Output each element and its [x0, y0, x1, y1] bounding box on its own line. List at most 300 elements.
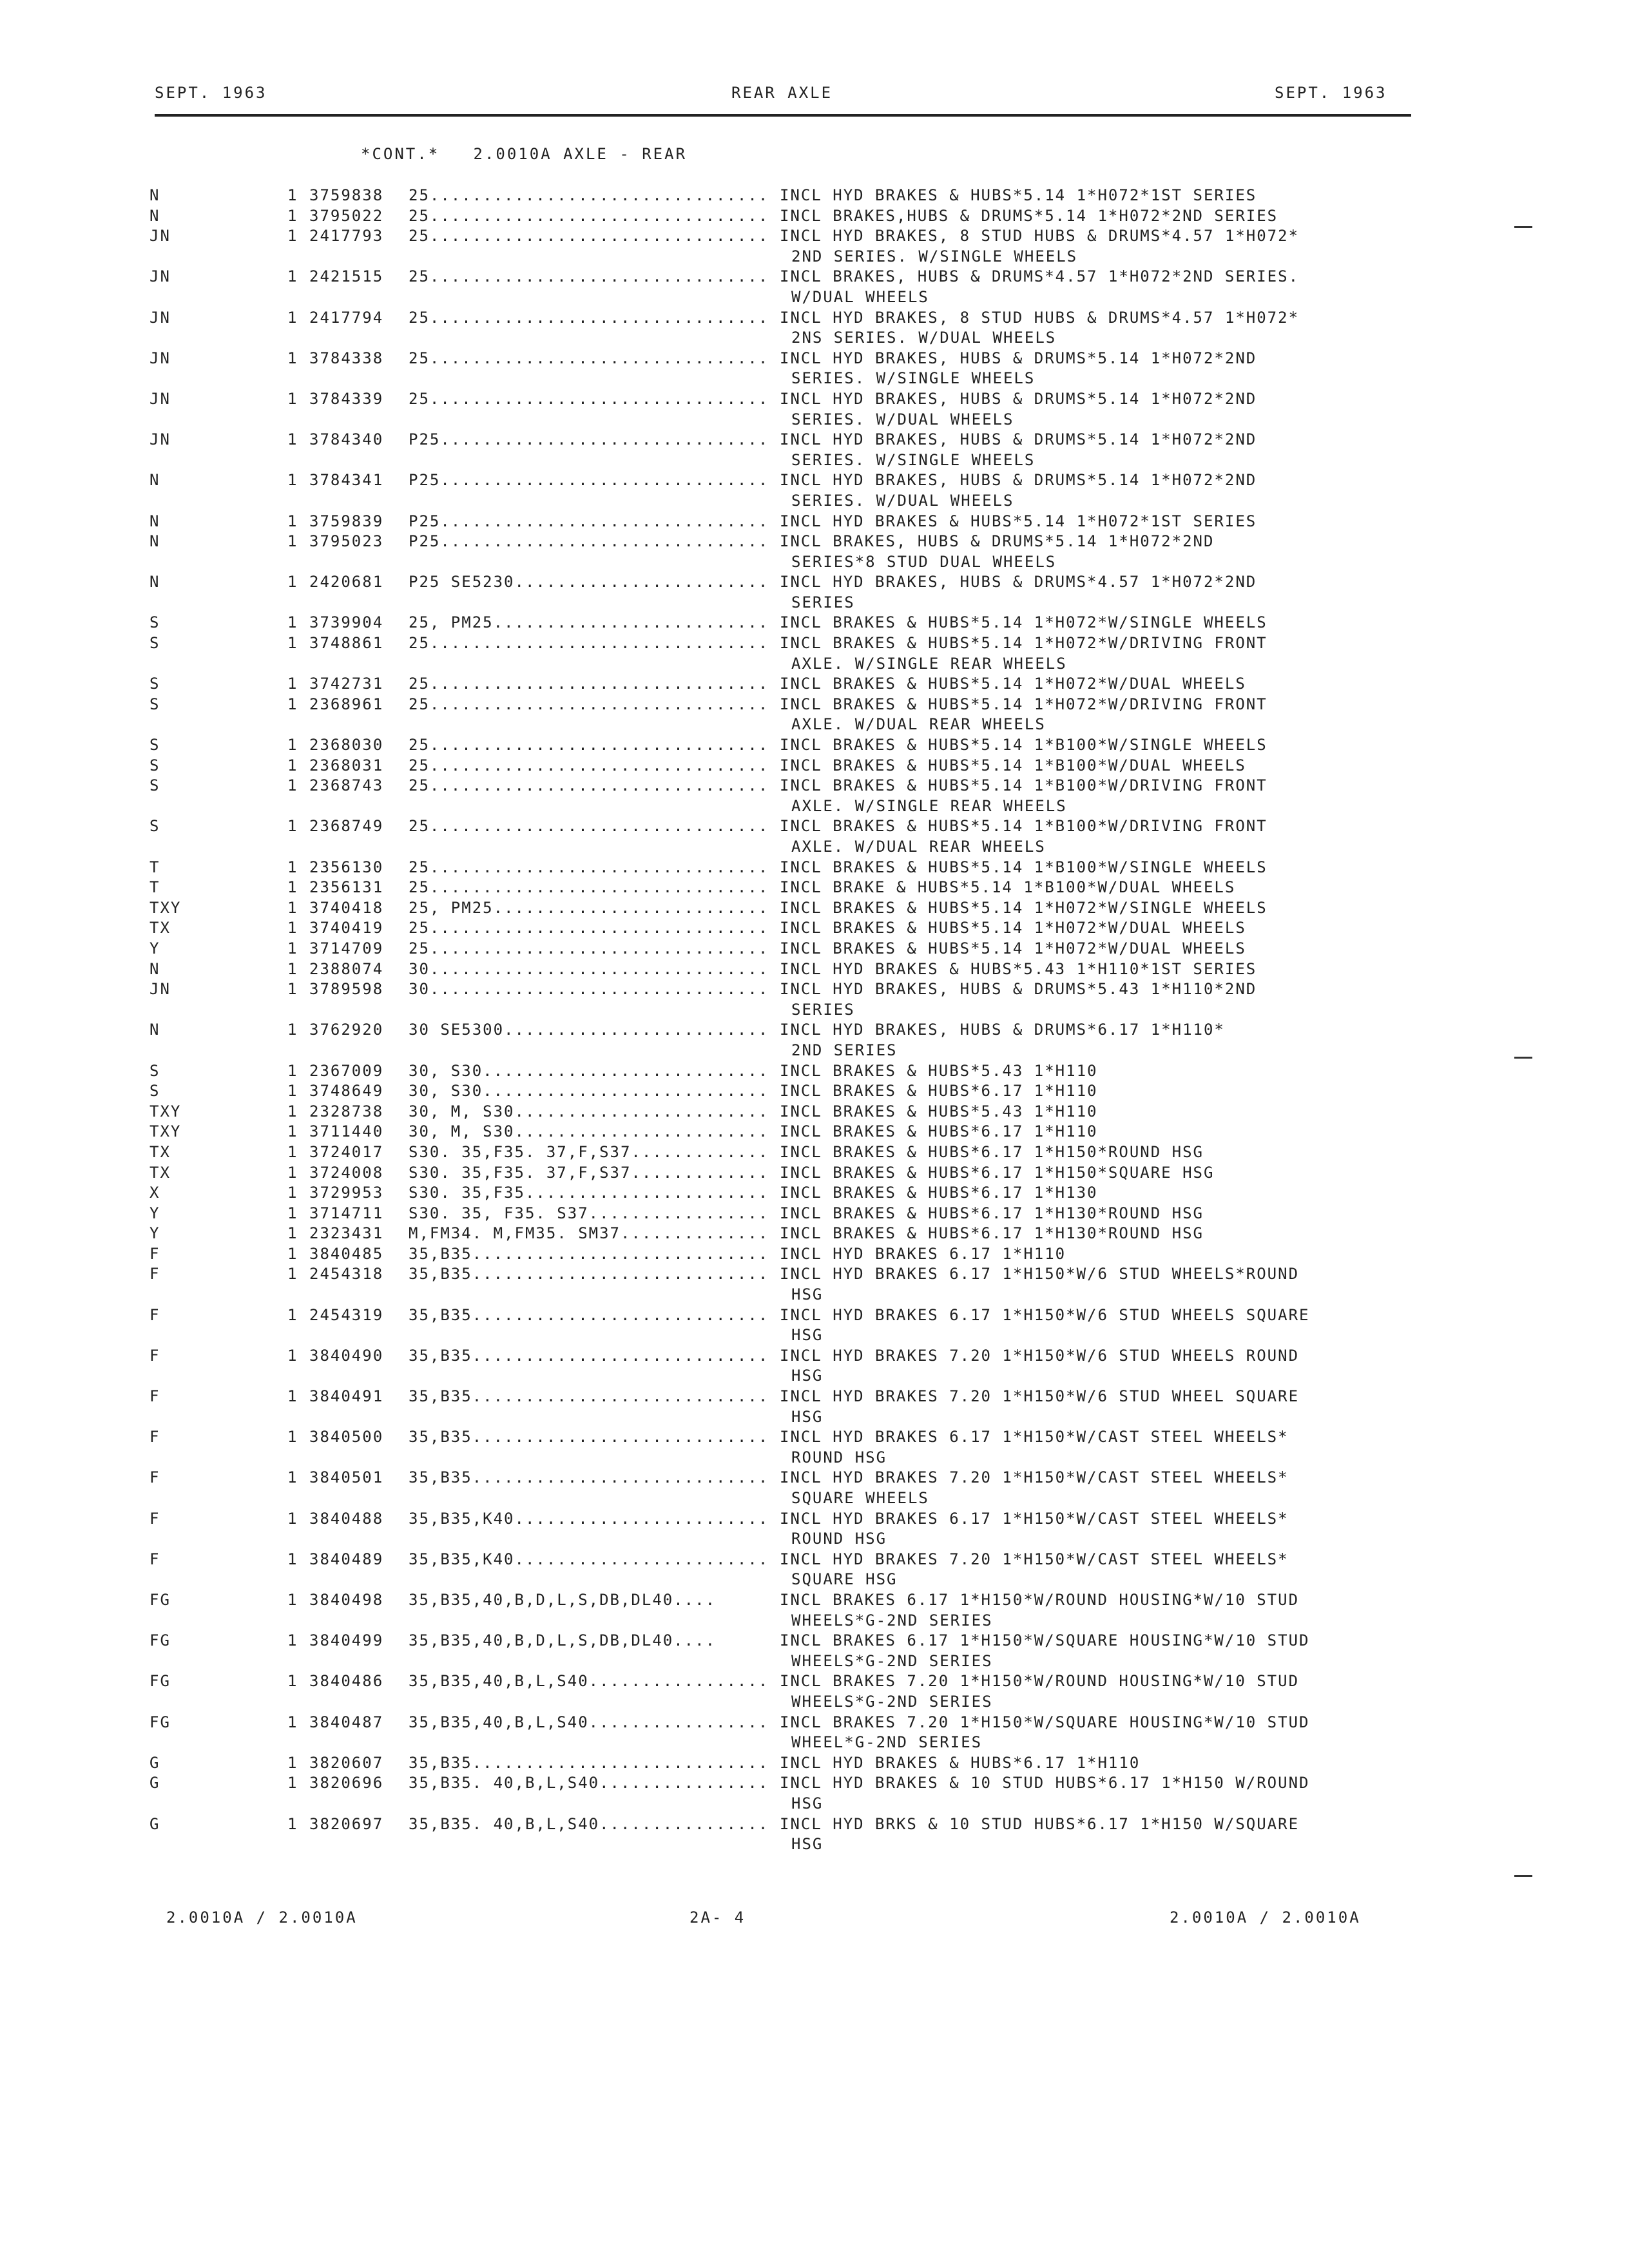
quantity: 1	[287, 858, 298, 876]
application-models: P25...............................	[409, 512, 769, 530]
description-line: SERIES	[791, 1000, 855, 1019]
part-number: 2368749	[309, 817, 384, 836]
application-models: 35,B35............................	[409, 1753, 769, 1772]
list-item	[0, 1814, 1629, 1855]
quantity: 1	[287, 1387, 298, 1406]
quantity: 1	[287, 267, 298, 286]
part-number: 3820607	[309, 1753, 384, 1772]
description	[780, 1020, 1424, 1061]
application-models: 25................................	[409, 634, 769, 653]
quantity: 1	[287, 1021, 298, 1039]
list-item	[0, 735, 1629, 756]
application-models: S30. 35,F35. 37,F,S37.............	[409, 1142, 769, 1161]
quantity: 1	[287, 308, 298, 327]
description-line: AXLE. W/SINGLE REAR WHEELS	[791, 654, 1067, 673]
description-line: INCL BRAKES & HUBS*5.14 1*H072*W/DUAL WHEELS	[780, 919, 1246, 937]
description	[780, 572, 1424, 613]
description	[780, 1509, 1424, 1550]
application-models: 25................................	[409, 919, 769, 937]
quantity: 1	[287, 1631, 298, 1650]
model-code: JN	[149, 980, 171, 999]
list-item	[0, 226, 1629, 267]
description	[780, 898, 1424, 919]
description-line: INCL HYD BRAKES 6.17 1*H150*W/CAST STEEL WHEELS*	[780, 1428, 1289, 1446]
part-number: 2417793	[309, 227, 384, 245]
description-line: HSG	[791, 1794, 824, 1812]
model-code: F	[149, 1468, 160, 1487]
header-title: REAR AXLE	[731, 84, 833, 102]
model-code: S	[149, 634, 160, 653]
quantity: 1	[287, 1102, 298, 1120]
description	[780, 308, 1424, 349]
part-number: 3784339	[309, 389, 384, 408]
list-item	[0, 1244, 1629, 1265]
list-item	[0, 430, 1629, 470]
model-code: S	[149, 1082, 160, 1100]
part-number: 3740418	[309, 898, 384, 917]
model-code: N	[149, 512, 160, 530]
application-models: S30. 35,F35. 37,F,S37.............	[409, 1163, 769, 1182]
list-item	[0, 1387, 1629, 1427]
list-item	[0, 206, 1629, 227]
description-line: SQUARE HSG	[791, 1570, 898, 1589]
part-number: 2368961	[309, 695, 384, 713]
description-line: ROUND HSG	[791, 1530, 887, 1548]
quantity: 1	[287, 817, 298, 836]
description-line: AXLE. W/DUAL REAR WHEELS	[791, 715, 1046, 734]
list-item	[0, 1773, 1629, 1814]
application-models: 25................................	[409, 756, 769, 774]
description	[780, 1671, 1424, 1712]
model-code: S	[149, 613, 160, 632]
quantity: 1	[287, 532, 298, 551]
quantity: 1	[287, 186, 298, 204]
description-line: INCL BRAKES & HUBS*5.14 1*H072*W/DRIVING FRONT	[780, 695, 1268, 713]
list-item	[0, 1468, 1629, 1508]
footer-page-number: 2A- 4	[689, 1908, 746, 1927]
part-number: 2367009	[309, 1061, 384, 1080]
application-models: 30, S30...........................	[409, 1061, 769, 1080]
list-item	[0, 1204, 1629, 1224]
application-models: 25................................	[409, 349, 769, 367]
model-code: S	[149, 695, 160, 713]
description-line: INCL BRAKES & HUBS*5.14 1*H072*W/SINGLE WHEELS	[780, 613, 1268, 632]
list-item	[0, 349, 1629, 389]
model-code: N	[149, 573, 160, 591]
quantity: 1	[287, 1713, 298, 1731]
list-item	[0, 308, 1629, 349]
quantity: 1	[287, 756, 298, 774]
part-number: 3784340	[309, 430, 384, 449]
description	[780, 613, 1424, 633]
description	[780, 206, 1424, 227]
part-number: 3714711	[309, 1204, 384, 1222]
list-item	[0, 1142, 1629, 1163]
application-models: 25................................	[409, 186, 769, 204]
description	[780, 1224, 1424, 1244]
description	[780, 1550, 1424, 1590]
description	[780, 735, 1424, 756]
model-code: S	[149, 675, 160, 693]
part-number: 3759839	[309, 512, 384, 530]
description	[780, 267, 1424, 307]
quantity: 1	[287, 776, 298, 795]
list-item	[0, 1264, 1629, 1305]
description-line: INCL BRAKES & HUBS*6.17 1*H110	[780, 1122, 1098, 1141]
list-item	[0, 1550, 1629, 1590]
quantity: 1	[287, 1204, 298, 1222]
part-number: 2417794	[309, 308, 384, 327]
model-code: S	[149, 776, 160, 795]
model-code: TX	[149, 1163, 171, 1182]
description-line: AXLE. W/SINGLE REAR WHEELS	[791, 796, 1067, 815]
model-code: G	[149, 1774, 160, 1792]
model-code: S	[149, 817, 160, 836]
description-line: INCL HYD BRAKES 7.20 1*H150*W/CAST STEEL WHEELS*	[780, 1550, 1289, 1568]
description-line: INCL BRAKES & HUBS*6.17 1*H130	[780, 1184, 1098, 1202]
description-line: INCL BRAKES,HUBS & DRUMS*5.14 1*H072*2ND SERIES	[780, 206, 1278, 225]
description	[780, 858, 1424, 878]
model-code: N	[149, 959, 160, 978]
model-code: FG	[149, 1672, 171, 1691]
list-item	[0, 959, 1629, 980]
parts-list	[0, 186, 1629, 1855]
application-models: 25................................	[409, 206, 769, 225]
description-line: INCL HYD BRAKES 6.17 1*H110	[780, 1244, 1066, 1263]
quantity: 1	[287, 430, 298, 449]
model-code: FG	[149, 1590, 171, 1609]
description-line: SERIES	[791, 593, 855, 611]
description	[780, 695, 1424, 735]
description	[780, 470, 1424, 511]
list-item	[0, 613, 1629, 633]
application-models: 35,B35,40,B,L,S40.................	[409, 1713, 769, 1731]
application-models: 35,B35............................	[409, 1265, 769, 1283]
model-code: T	[149, 878, 160, 897]
model-code: Y	[149, 939, 160, 957]
list-item	[0, 1631, 1629, 1671]
list-item	[0, 532, 1629, 572]
part-number: 3840500	[309, 1428, 384, 1446]
description-line: AXLE. W/DUAL REAR WHEELS	[791, 838, 1046, 856]
description	[780, 1814, 1424, 1855]
description	[780, 633, 1424, 674]
description-line: INCL HYD BRAKES, HUBS & DRUMS*5.43 1*H110*2ND	[780, 980, 1257, 999]
part-number: 2323431	[309, 1224, 384, 1243]
model-code: FG	[149, 1713, 171, 1731]
quantity: 1	[287, 980, 298, 999]
part-number: 2356131	[309, 878, 384, 897]
quantity: 1	[287, 1244, 298, 1263]
description-line: INCL HYD BRAKES & 10 STUD HUBS*6.17 1*H150 W/ROUND	[780, 1774, 1310, 1792]
quantity: 1	[287, 1428, 298, 1446]
footer-ref-right: 2.0010A / 2.0010A	[1170, 1908, 1361, 1927]
quantity: 1	[287, 634, 298, 653]
part-number: 3820697	[309, 1814, 384, 1833]
description-line: INCL BRAKE & HUBS*5.14 1*B100*W/DUAL WHEELS	[780, 878, 1236, 897]
quantity: 1	[287, 878, 298, 897]
description-line: INCL HYD BRAKES & HUBS*5.43 1*H110*1ST SERIES	[780, 959, 1257, 978]
list-item	[0, 572, 1629, 613]
list-item	[0, 1346, 1629, 1387]
application-models: S30. 35,F35.......................	[409, 1184, 769, 1202]
part-number: 3724008	[309, 1163, 384, 1182]
list-item	[0, 1020, 1629, 1061]
model-code: N	[149, 471, 160, 490]
application-models: 30, M, S30........................	[409, 1102, 769, 1120]
part-number: 3748861	[309, 634, 384, 653]
part-number: 3840498	[309, 1590, 384, 1609]
description-line: INCL BRAKES 6.17 1*H150*W/ROUND HOUSING*W/10 STUD	[780, 1590, 1300, 1609]
description-line: WHEEL*G-2ND SERIES	[791, 1733, 983, 1752]
model-code: JN	[149, 308, 171, 327]
part-number: 3840490	[309, 1346, 384, 1365]
list-item	[0, 776, 1629, 816]
application-models: P25...............................	[409, 471, 769, 490]
list-item	[0, 1590, 1629, 1631]
list-item	[0, 898, 1629, 919]
header-date-right: SEPT. 1963	[1275, 84, 1387, 102]
description-line: INCL BRAKES 6.17 1*H150*W/SQUARE HOUSING*W/10 STUD	[780, 1631, 1310, 1650]
model-code: TXY	[149, 1102, 182, 1120]
quantity: 1	[287, 1305, 298, 1324]
list-item	[0, 1163, 1629, 1184]
application-models: 25................................	[409, 858, 769, 876]
model-code: F	[149, 1265, 160, 1283]
description	[780, 1468, 1424, 1508]
model-code: F	[149, 1346, 160, 1365]
description-line: INCL HYD BRAKES 7.20 1*H150*W/6 STUD WHEEL SQUARE	[780, 1387, 1300, 1406]
list-item	[0, 1671, 1629, 1712]
part-number: 2388074	[309, 959, 384, 978]
description-line: W/DUAL WHEELS	[791, 287, 929, 306]
description-line: INCL HYD BRAKES 6.17 1*H150*W/6 STUD WHEELS*ROUND	[780, 1265, 1300, 1283]
part-number: 3795023	[309, 532, 384, 551]
list-item	[0, 918, 1629, 939]
quantity: 1	[287, 1509, 298, 1528]
description-line: INCL HYD BRAKES, HUBS & DRUMS*5.14 1*H072*2ND	[780, 430, 1257, 449]
model-code: Y	[149, 1204, 160, 1222]
application-models: 30 SE5300.........................	[409, 1021, 769, 1039]
description-line: 2NS SERIES. W/DUAL WHEELS	[791, 329, 1057, 347]
description	[780, 816, 1424, 857]
description	[780, 1122, 1424, 1142]
description-line: WHEELS*G-2ND SERIES	[791, 1692, 993, 1711]
part-number: 3820696	[309, 1774, 384, 1792]
quantity: 1	[287, 613, 298, 632]
quantity: 1	[287, 1590, 298, 1609]
description	[780, 512, 1424, 532]
description-line: INCL BRAKES & HUBS*5.14 1*H072*W/SINGLE WHEELS	[780, 898, 1268, 917]
part-number: 3784338	[309, 349, 384, 367]
quantity: 1	[287, 1753, 298, 1772]
description-line: SERIES. W/DUAL WHEELS	[791, 491, 1014, 510]
footer-ref-left: 2.0010A / 2.0010A	[166, 1908, 358, 1927]
application-models: M,FM34. M,FM35. SM37..............	[409, 1224, 769, 1243]
quantity: 1	[287, 1082, 298, 1100]
quantity: 1	[287, 1122, 298, 1141]
model-code: JN	[149, 227, 171, 245]
model-code: N	[149, 1021, 160, 1039]
quantity: 1	[287, 1163, 298, 1182]
part-number: 3840489	[309, 1550, 384, 1568]
application-models: 30................................	[409, 959, 769, 978]
part-number: 3724017	[309, 1142, 384, 1161]
part-number: 3784341	[309, 471, 384, 490]
quantity: 1	[287, 1184, 298, 1202]
description	[780, 1713, 1424, 1753]
application-models: 35,B35,K40........................	[409, 1550, 769, 1568]
description-line: WHEELS*G-2ND SERIES	[791, 1611, 993, 1629]
margin-mark	[1514, 226, 1532, 228]
description	[780, 1427, 1424, 1468]
part-number: 3742731	[309, 675, 384, 693]
part-number: 3840486	[309, 1672, 384, 1691]
quantity: 1	[287, 1814, 298, 1833]
quantity: 1	[287, 695, 298, 713]
description	[780, 1204, 1424, 1224]
part-number: 3739904	[309, 613, 384, 632]
description	[780, 756, 1424, 776]
list-item	[0, 1122, 1629, 1142]
quantity: 1	[287, 1346, 298, 1365]
application-models: 35,B35,40,B,L,S40.................	[409, 1672, 769, 1691]
model-code: G	[149, 1753, 160, 1772]
quantity: 1	[287, 389, 298, 408]
model-code: JN	[149, 349, 171, 367]
list-item	[0, 633, 1629, 674]
model-code: TX	[149, 919, 171, 937]
description-line: INCL HYD BRAKES 6.17 1*H150*W/6 STUD WHEELS SQUARE	[780, 1305, 1310, 1324]
application-models: 35,B35............................	[409, 1428, 769, 1446]
description-line: INCL HYD BRAKES, HUBS & DRUMS*5.14 1*H072*2ND	[780, 471, 1257, 490]
application-models: 25................................	[409, 939, 769, 957]
application-models: S30. 35, F35. S37.................	[409, 1204, 769, 1222]
list-item	[0, 1183, 1629, 1204]
part-number: 3840491	[309, 1387, 384, 1406]
part-number: 3759838	[309, 186, 384, 204]
description	[780, 389, 1424, 430]
application-models: 35,B35............................	[409, 1468, 769, 1487]
description-line: HSG	[791, 1367, 824, 1385]
model-code: N	[149, 532, 160, 551]
description	[780, 430, 1424, 470]
description-line: INCL BRAKES & HUBS*6.17 1*H150*ROUND HSG	[780, 1142, 1204, 1161]
description	[780, 1631, 1424, 1671]
application-models: 25................................	[409, 736, 769, 754]
description	[780, 1773, 1424, 1814]
model-code: X	[149, 1184, 160, 1202]
description-line: SERIES. W/SINGLE WHEELS	[791, 369, 1036, 388]
part-number: 2454319	[309, 1305, 384, 1324]
model-code: TXY	[149, 1122, 182, 1141]
quantity: 1	[287, 939, 298, 957]
description	[780, 186, 1424, 206]
part-number: 3840488	[309, 1509, 384, 1528]
quantity: 1	[287, 1061, 298, 1080]
application-models: 25................................	[409, 776, 769, 795]
application-models: 35,B35............................	[409, 1387, 769, 1406]
part-number: 3740419	[309, 919, 384, 937]
model-code: F	[149, 1550, 160, 1568]
description-line: INCL BRAKES 7.20 1*H150*W/SQUARE HOUSING*W/10 STUD	[780, 1713, 1310, 1731]
model-code: TXY	[149, 898, 182, 917]
description-line: INCL HYD BRAKES & HUBS*6.17 1*H110	[780, 1753, 1141, 1772]
description-line: INCL HYD BRAKES, 8 STUD HUBS & DRUMS*4.57 1*H072*	[780, 308, 1300, 327]
header-rule	[155, 114, 1411, 117]
description	[780, 1081, 1424, 1102]
application-models: 25................................	[409, 695, 769, 713]
quantity: 1	[287, 1224, 298, 1243]
list-item	[0, 878, 1629, 898]
model-code: Y	[149, 1224, 160, 1243]
description	[780, 1142, 1424, 1163]
description-line: INCL BRAKES & HUBS*5.43 1*H110	[780, 1102, 1098, 1120]
list-item	[0, 389, 1629, 430]
model-code: JN	[149, 267, 171, 286]
application-models: 35,B35............................	[409, 1305, 769, 1324]
part-number: 2420681	[309, 573, 384, 591]
list-item	[0, 1102, 1629, 1122]
application-models: 25................................	[409, 675, 769, 693]
description-line: SERIES*8 STUD DUAL WHEELS	[791, 552, 1057, 571]
model-code: F	[149, 1244, 160, 1263]
part-number: 3762920	[309, 1021, 384, 1039]
description	[780, 776, 1424, 816]
description-line: SERIES. W/DUAL WHEELS	[791, 410, 1014, 428]
description	[780, 226, 1424, 267]
description-line: INCL BRAKES & HUBS*5.43 1*H110	[780, 1061, 1098, 1080]
list-item	[0, 756, 1629, 776]
part-number: 3789598	[309, 980, 384, 999]
description-line: INCL BRAKES, HUBS & DRUMS*5.14 1*H072*2ND	[780, 532, 1215, 551]
application-models: P25...............................	[409, 430, 769, 449]
model-code: FG	[149, 1631, 171, 1650]
application-models: 25................................	[409, 389, 769, 408]
quantity: 1	[287, 471, 298, 490]
part-number: 3840499	[309, 1631, 384, 1650]
part-number: 3795022	[309, 206, 384, 225]
description	[780, 1244, 1424, 1265]
quantity: 1	[287, 1550, 298, 1568]
application-models: 35,B35. 40,B,L,S40................	[409, 1814, 769, 1833]
application-models: 30, S30...........................	[409, 1082, 769, 1100]
description-line: HSG	[791, 1835, 824, 1854]
model-code: N	[149, 206, 160, 225]
list-item	[0, 512, 1629, 532]
description-line: INCL BRAKES & HUBS*5.14 1*H072*W/DRIVING FRONT	[780, 634, 1268, 653]
quantity: 1	[287, 1265, 298, 1283]
description	[780, 1102, 1424, 1122]
description-line: HSG	[791, 1407, 824, 1426]
description-line: ROUND HSG	[791, 1448, 887, 1466]
list-item	[0, 816, 1629, 857]
part-number: 3840487	[309, 1713, 384, 1731]
description	[780, 1753, 1424, 1774]
part-number: 3840485	[309, 1244, 384, 1263]
description	[780, 349, 1424, 389]
description	[780, 959, 1424, 980]
quantity: 1	[287, 227, 298, 245]
part-number: 2454318	[309, 1265, 384, 1283]
application-models: 25................................	[409, 308, 769, 327]
description-line: INCL HYD BRAKES, HUBS & DRUMS*5.14 1*H072*2ND	[780, 389, 1257, 408]
description-line: INCL HYD BRAKES, HUBS & DRUMS*4.57 1*H072*2ND	[780, 573, 1257, 591]
application-models: 25, PM25..........................	[409, 898, 769, 917]
list-item	[0, 1427, 1629, 1468]
quantity: 1	[287, 206, 298, 225]
description	[780, 1387, 1424, 1427]
